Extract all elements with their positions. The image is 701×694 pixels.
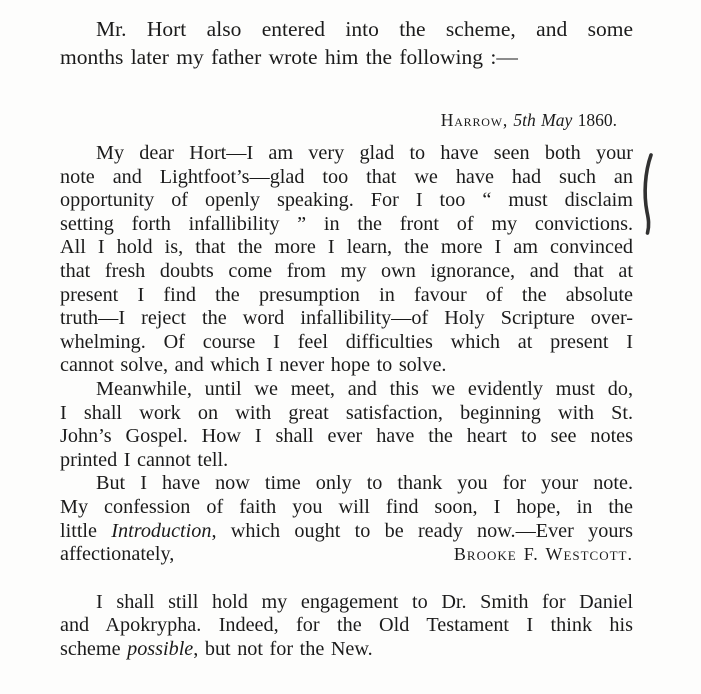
letter-body xyxy=(60,142,633,567)
line-fragment: scheme xyxy=(60,637,128,660)
letter-line: John’s Gospel. How I shall ever have the heart to see notes xyxy=(60,425,633,448)
line-fragment: , which ought to be ready now.—Ever yours xyxy=(211,519,633,542)
letter-line: cannot solve, and which I never hope to solve. xyxy=(60,354,447,377)
letter-line: that fresh doubts come from my own ignorance, and that at xyxy=(60,259,633,282)
letter-line: note and Lightfoot’s—glad too that we have had such an xyxy=(60,165,633,188)
postscript-line: and Apokrypha. Indeed, for the Old Testament I think his xyxy=(60,614,633,637)
letter-line: I shall work on with great satisfaction, beginning with St. xyxy=(60,401,633,424)
letter-line: setting forth infallibility ” in the front of my convictions. xyxy=(60,212,633,235)
dateline-date: 5th May xyxy=(513,110,573,130)
margin-pen-mark-icon xyxy=(638,152,658,238)
letter-line: All I hold is, that the more I learn, the more I am convinced xyxy=(60,236,633,259)
dateline-place: Harrow, xyxy=(440,110,509,130)
italic-word: possible xyxy=(127,637,194,660)
letter-dateline xyxy=(60,109,633,131)
letter-line: My confession of faith you will find soon, I hope, in the xyxy=(60,495,633,518)
intro-line: months later my father wrote him the following :— xyxy=(60,45,518,69)
letter-line: truth—I reject the word infallibility—of Holy Scripture over- xyxy=(60,307,633,330)
book-title-italic: Introduction xyxy=(111,519,212,542)
text-column xyxy=(60,0,633,661)
letter-closing-line xyxy=(60,543,633,567)
letter-line: opportunity of openly speaking. For I too “ must disclaim xyxy=(60,189,633,212)
letter-line: Meanwhile, until we meet, and this we evidently must do, xyxy=(96,377,633,400)
letter-line: printed I cannot tell. xyxy=(60,448,229,471)
letter-line: But I have now time only to thank you for your note. xyxy=(96,472,633,495)
letter-line: whelming. Of course I feel difficulties which at present I xyxy=(60,330,633,353)
intro-paragraph xyxy=(60,15,633,71)
line-fragment: , but not for the New. xyxy=(193,637,373,660)
dateline-year: 1860. xyxy=(577,110,617,130)
intro-line: Mr. Hort also entered into the scheme, and some xyxy=(96,17,633,41)
closing-word: affectionately, xyxy=(60,543,175,566)
line-fragment: little xyxy=(60,519,112,542)
postscript-line-with-italic xyxy=(60,638,633,662)
letter-line-with-book-title xyxy=(60,520,633,544)
letter-line: My dear Hort—I am very glad to have seen both your xyxy=(96,142,633,164)
postscript-line: I shall still hold my engagement to Dr. Smith for Daniel xyxy=(96,590,633,613)
signature: Brooke F. Westcott. xyxy=(453,544,633,565)
postscript-paragraph xyxy=(60,591,633,662)
letter-line: present I find the presumption in favour of the absolute xyxy=(60,283,633,306)
